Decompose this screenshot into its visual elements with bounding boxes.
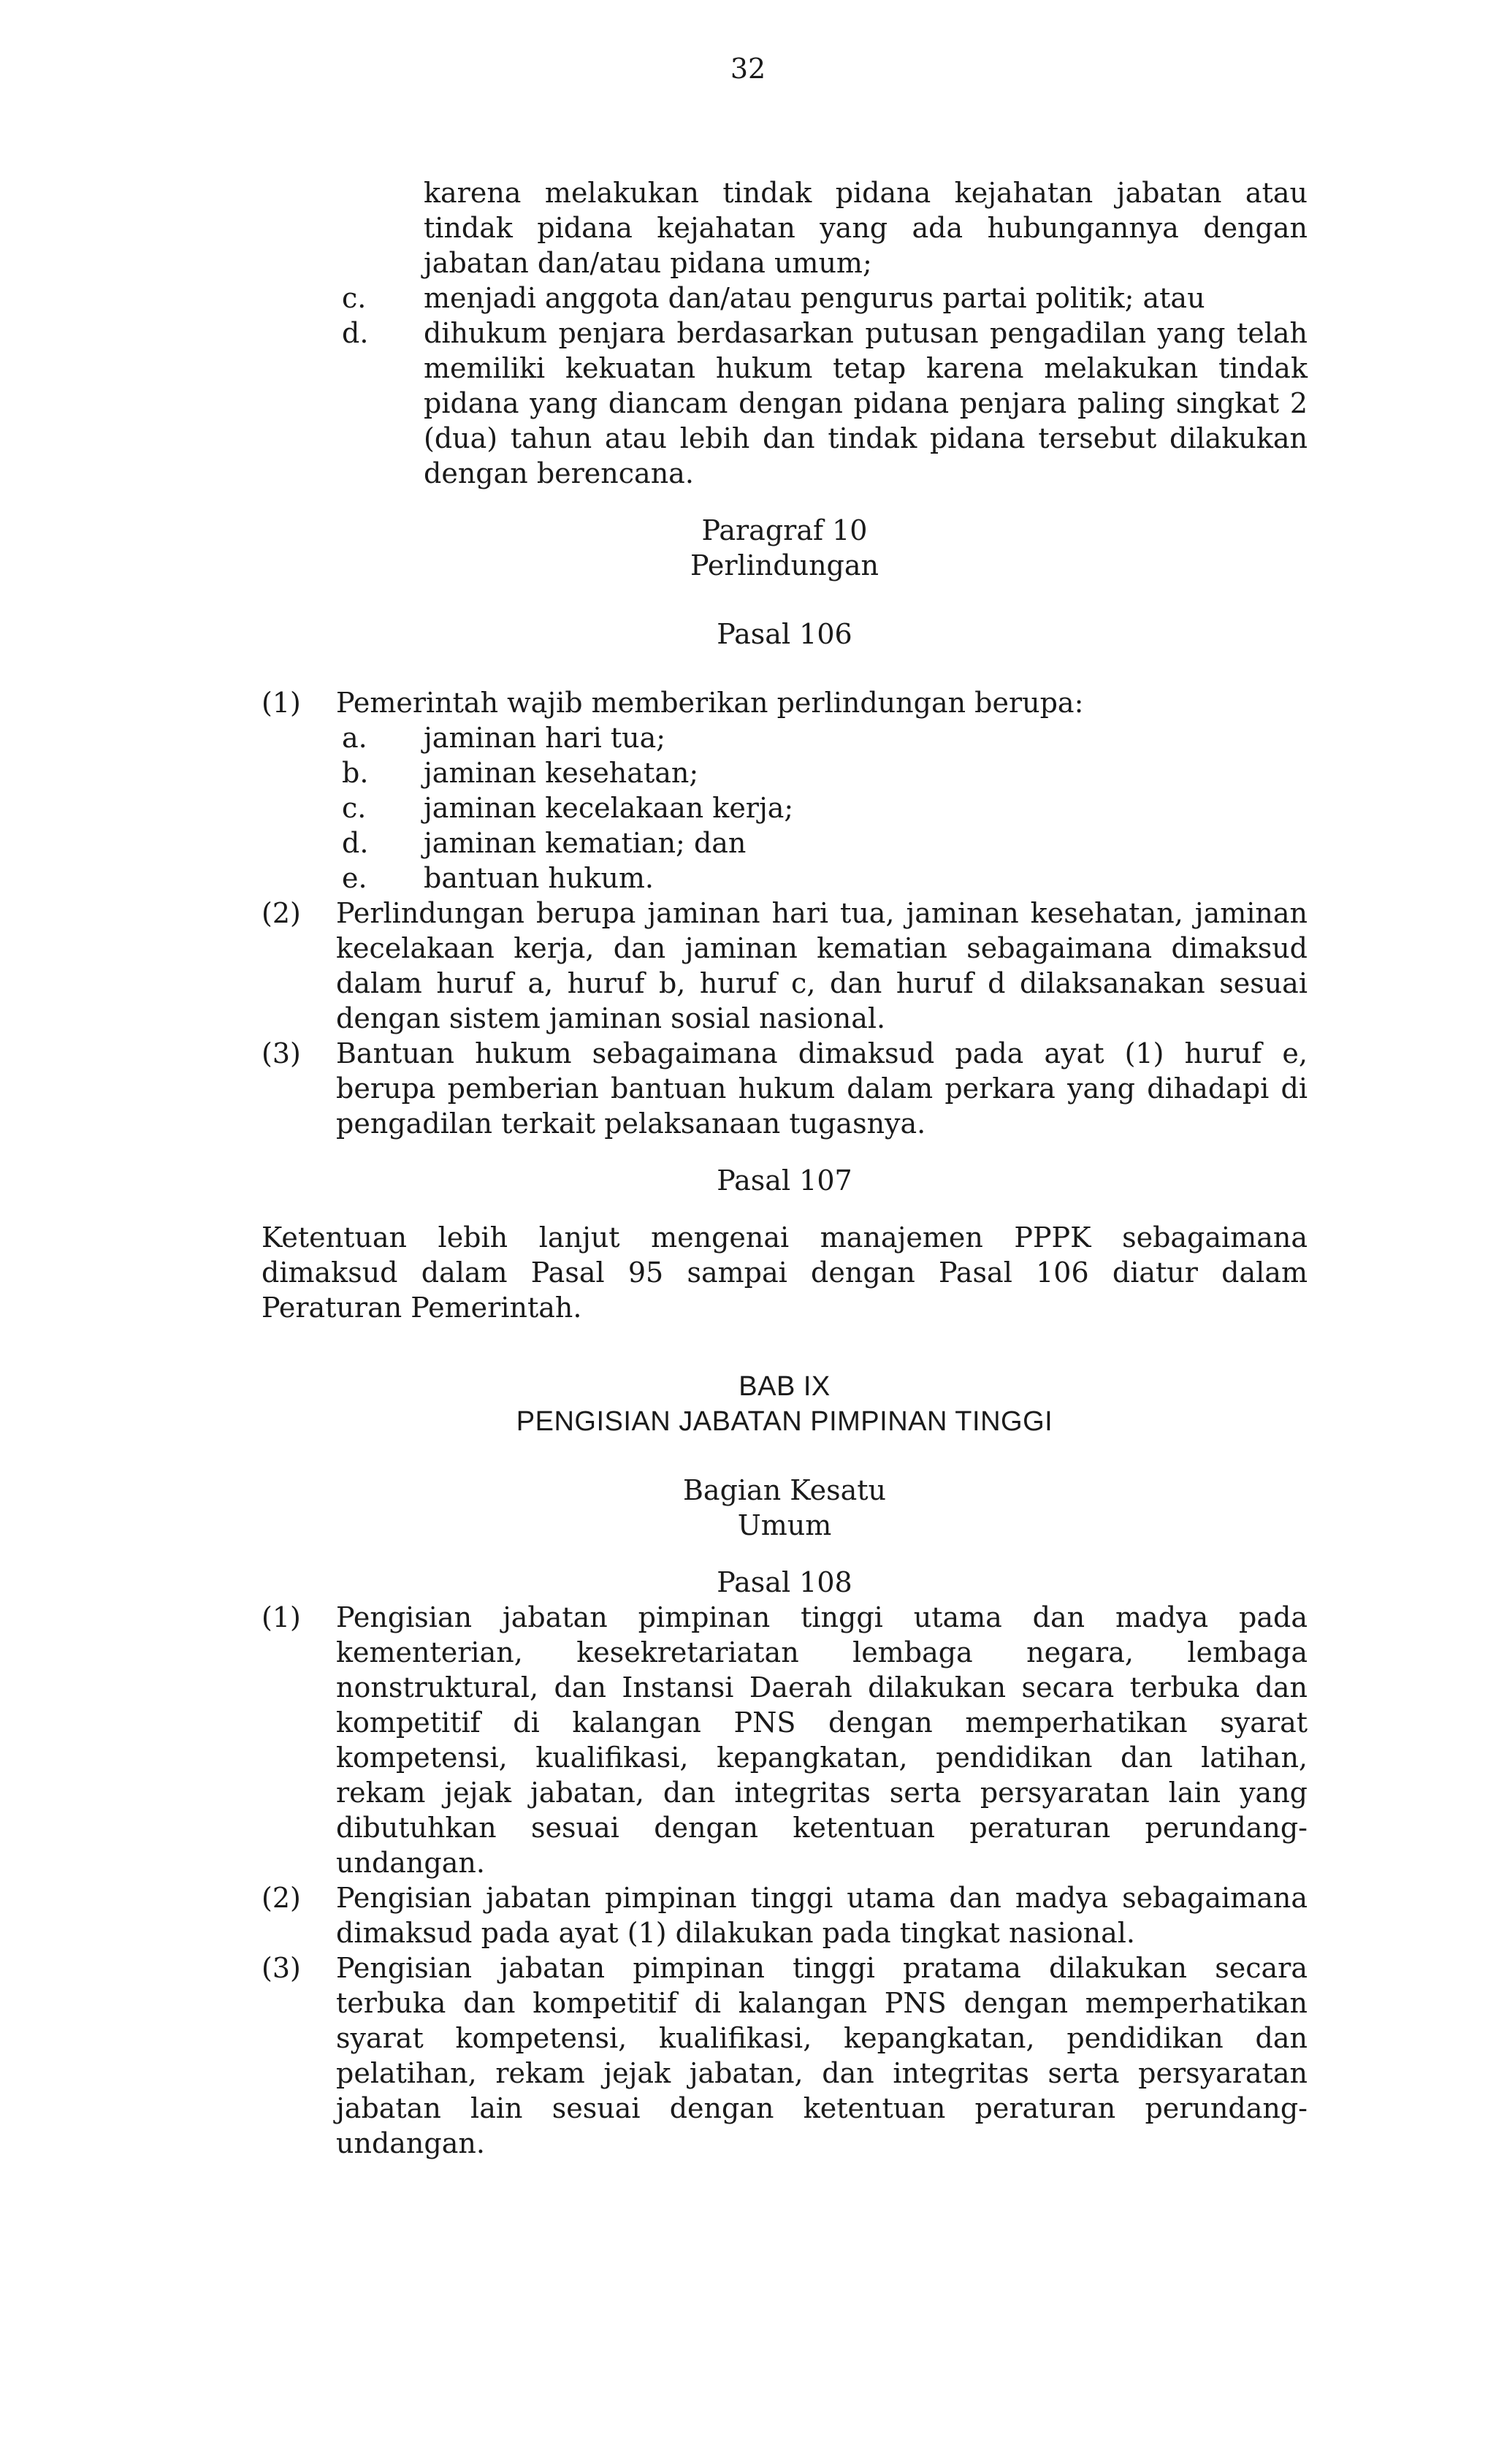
ayat-text: Bantuan hukum sebagaimana dimaksud pada ayat (1) huruf e, berupa pemberian bantuan hukum dalam perkara yang dihadapi di pengadilan terkait pelaksanaan tugasnya. — [336, 1037, 1308, 1140]
pasal-107-title: Pasal 107 — [717, 1164, 852, 1197]
ayat-text: Pemerintah wajib memberikan perlindungan berupa: — [336, 687, 1084, 719]
ayat-item — [262, 1880, 1308, 1950]
list-marker: a. — [342, 722, 367, 754]
list-item — [342, 281, 1308, 316]
ayat-text: Pengisian jabatan pimpinan tinggi utama dan madya sebagaimana dimaksud pada ayat (1) dilakukan pada tingkat nasional. — [336, 1882, 1308, 1949]
list-item-text: jaminan kesehatan; — [424, 757, 699, 789]
list-item-text: bantuan hukum. — [424, 862, 654, 894]
ayat-marker: (1) — [262, 1601, 301, 1633]
list-item — [342, 720, 1308, 755]
ayat-item — [262, 1950, 1308, 2161]
pasal-107-text: Ketentuan lebih lanjut mengenai manajemen PPPK sebagaimana dimaksud dalam Pasal 95 sampai dengan Pasal 106 diatur dalam Peraturan Pemerintah. — [262, 1221, 1308, 1324]
continuation-text: karena melakukan tindak pidana kejahatan jabatan atau tindak pidana kejahatan yang ada hubungannya dengan jabatan dan/atau pidana umum; — [424, 177, 1308, 279]
list-marker: d. — [342, 827, 369, 859]
paragraf-subheading: Perlindungan — [690, 549, 879, 581]
bagian-heading: Bagian Kesatu — [682, 1474, 887, 1506]
list-item-text: dihukum penjara berdasarkan putusan pengadilan yang telah memiliki kekuatan hukum tetap karena melakukan tindak pidana yang diancam dengan pidana penjara paling singkat 2 (dua) tahun atau lebih dan tindak pidana tersebut dilakukan dengan berencana. — [424, 317, 1308, 489]
list-item-text: jaminan hari tua; — [424, 722, 666, 754]
list-marker: b. — [342, 757, 369, 789]
list-item-text: menjadi anggota dan/atau pengurus partai politik; atau — [424, 282, 1205, 314]
ayat-item — [262, 685, 1308, 720]
ayat-marker: (2) — [262, 897, 301, 929]
list-item-text: jaminan kematian; dan — [424, 827, 747, 859]
paragraf-heading: Paragraf 10 — [701, 514, 868, 546]
bab-heading: BAB IX — [739, 1371, 831, 1402]
document-body — [262, 175, 1308, 2161]
list-marker: e. — [342, 862, 367, 894]
list-item — [342, 755, 1308, 790]
ayat-text: Pengisian jabatan pimpinan tinggi utama dan madya pada kementerian, kesekretariatan lembaga negara, lembaga nonstruktural, dan Instansi Daerah dilakukan secara terbuka dan kompetitif di kalangan PNS dengan memperhatikan syarat kompetensi, kualifikasi, kepangkatan, pendidikan dan latihan, rekam jejak jabatan, dan integritas serta persyaratan lain yang dibutuhkan sesuai dengan ketentuan peraturan perundang-undangan. — [336, 1601, 1308, 1879]
ayat-text: Pengisian jabatan pimpinan tinggi pratama dilakukan secara terbuka dan kompetitif di kalangan PNS dengan memperhatikan syarat kompetensi, kualifikasi, kepangkatan, pendidikan dan pelatihan, rekam jejak jabatan, dan integritas serta persyaratan jabatan lain sesuai dengan ketentuan peraturan perundang-undangan. — [336, 1952, 1308, 2159]
bagian-title: Umum — [737, 1509, 832, 1541]
ayat-text: Perlindungan berupa jaminan hari tua, jaminan kesehatan, jaminan kecelakaan kerja, dan jaminan kematian sebagaimana dimaksud dalam huruf a, huruf b, huruf c, dan huruf d dilaksanakan sesuai dengan sistem jaminan sosial nasional. — [336, 897, 1308, 1034]
list-item — [342, 790, 1308, 825]
ayat-marker: (3) — [262, 1037, 301, 1069]
list-item — [342, 316, 1308, 491]
page-number: 32 — [730, 53, 766, 85]
pasal-106-title: Pasal 106 — [717, 618, 852, 650]
bab-title: PENGISIAN JABATAN PIMPINAN TINGGI — [516, 1406, 1053, 1437]
ayat-marker: (2) — [262, 1882, 301, 1914]
ayat-item — [262, 1600, 1308, 1880]
list-item — [342, 825, 1308, 861]
ayat-item — [262, 1036, 1308, 1141]
list-marker: c. — [342, 282, 367, 314]
ayat-marker: (1) — [262, 687, 301, 719]
pasal-108-title: Pasal 108 — [717, 1566, 852, 1598]
list-item — [342, 861, 1308, 896]
ayat-item — [262, 896, 1308, 1036]
list-marker: d. — [342, 317, 369, 349]
ayat-marker: (3) — [262, 1952, 301, 1984]
list-item-text: jaminan kecelakaan kerja; — [424, 792, 794, 824]
list-marker: c. — [342, 792, 367, 824]
